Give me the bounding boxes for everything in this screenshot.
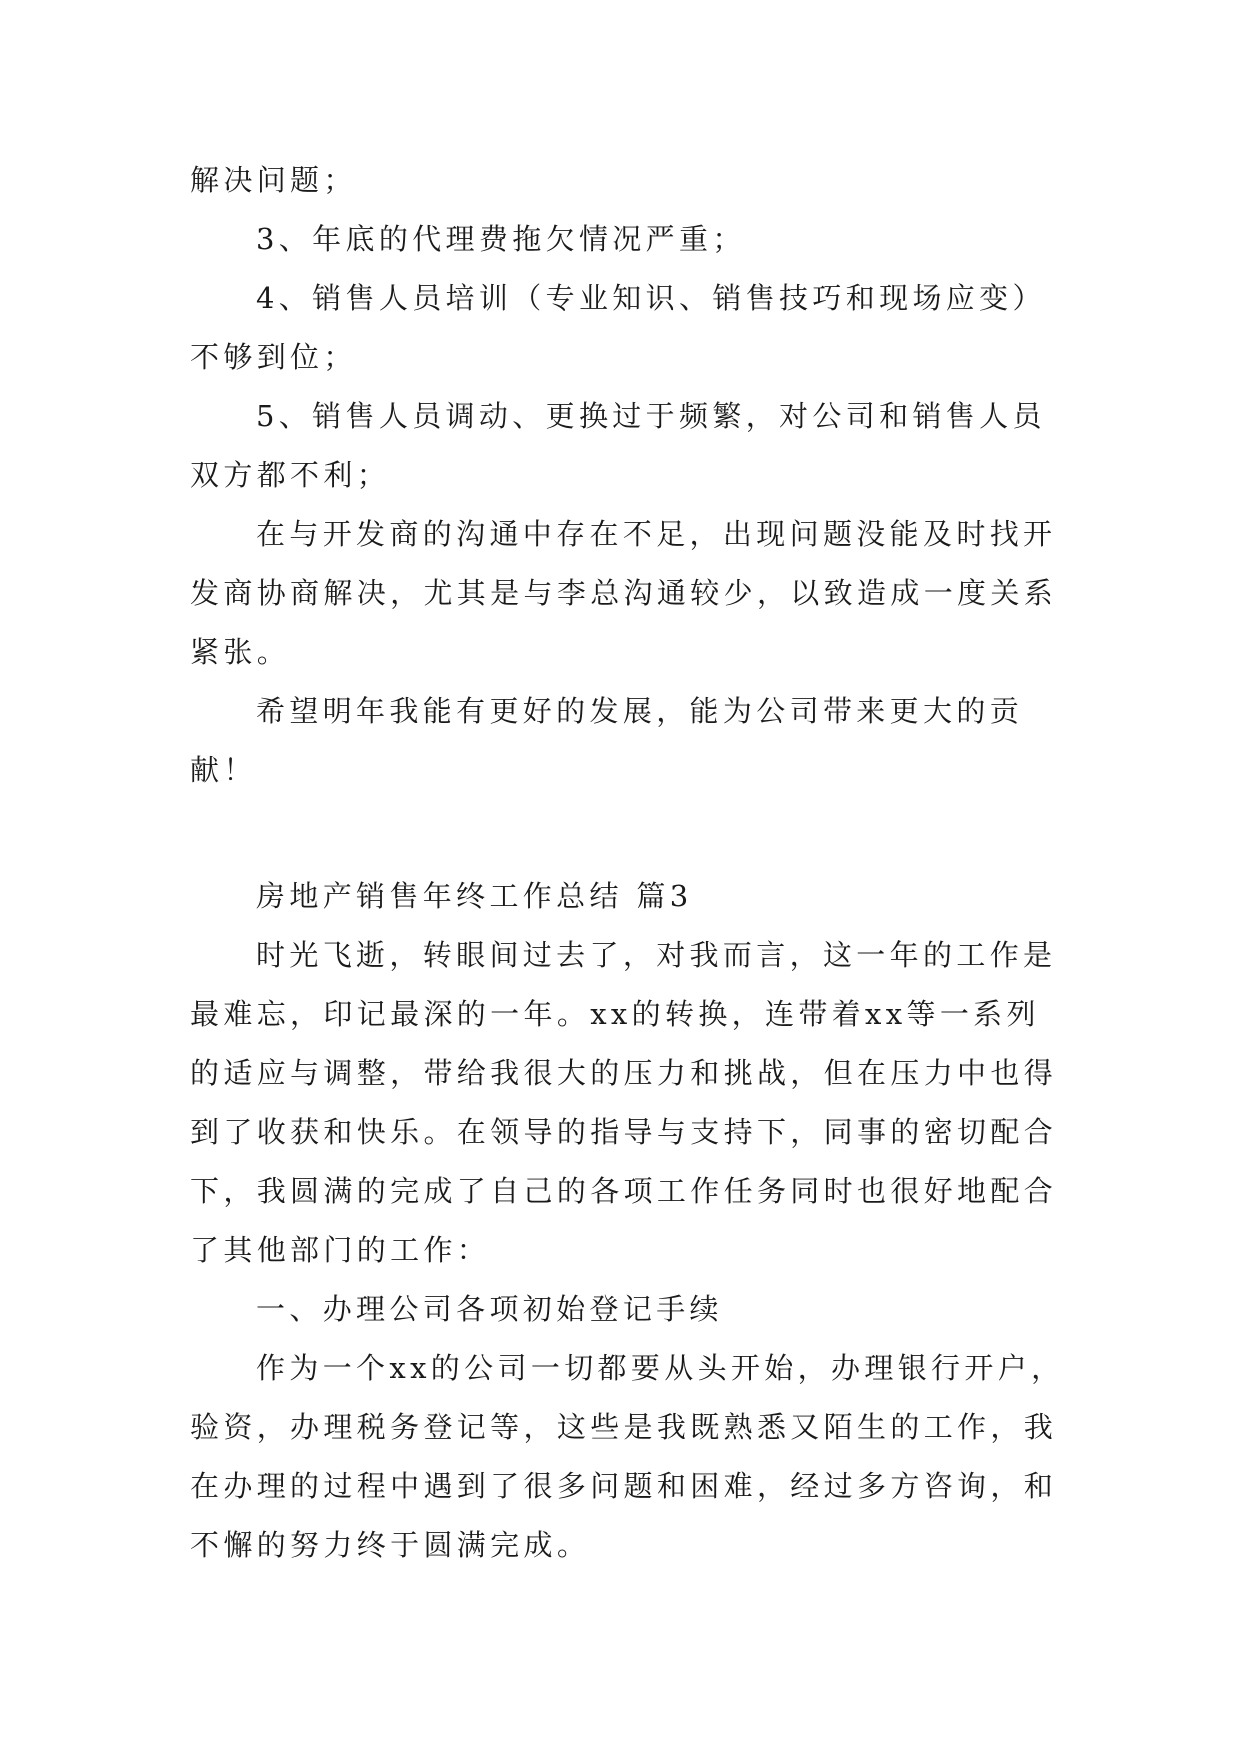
text-line: 了其他部门的工作： — [190, 1233, 491, 1267]
text-line: 到了收获和快乐。在领导的指导与支持下，同事的密切配合 — [190, 1115, 1058, 1149]
text-line: 作为一个xx的公司一切都要从头开始，办理银行开户， — [256, 1351, 1065, 1385]
text-line: 最难忘，印记最深的一年。xx的转换，连带着xx等一系列 — [190, 997, 1040, 1031]
text-line: 时光飞逝，转眼间过去了，对我而言，这一年的工作是 — [256, 938, 1057, 972]
text-line: 发商协商解决，尤其是与李总沟通较少，以致造成一度关系 — [190, 576, 1058, 610]
document-body — [190, 151, 1065, 1575]
section-gap — [190, 800, 1052, 867]
text-line: 不懈的努力终于圆满完成。 — [190, 1528, 591, 1562]
text-line: 3、年底的代理费拖欠情况严重； — [256, 222, 746, 256]
text-line: 紧张。 — [190, 635, 291, 669]
text-line: 双方都不利； — [190, 458, 391, 492]
text-line: 4、销售人员培训（专业知识、销售技巧和现场应变） — [256, 281, 1046, 315]
text-line: 的适应与调整，带给我很大的压力和挑战，但在压力中也得 — [190, 1056, 1058, 1090]
text-line: 在与开发商的沟通中存在不足，出现问题没能及时找开 — [256, 517, 1057, 551]
text-line: 希望明年我能有更好的发展，能为公司带来更大的贡 — [256, 694, 1024, 728]
section-heading: 房地产销售年终工作总结 篇3 — [256, 879, 693, 913]
text-line: 不够到位； — [190, 340, 357, 374]
text-line: 验资，办理税务登记等，这些是我既熟悉又陌生的工作，我 — [190, 1410, 1058, 1444]
subsection-heading: 一、办理公司各项初始登记手续 — [256, 1292, 723, 1326]
text-line: 献！ — [190, 753, 257, 787]
text-line: 解决问题； — [190, 163, 357, 197]
text-line: 下，我圆满的完成了自己的各项工作任务同时也很好地配合 — [190, 1174, 1058, 1208]
text-line: 5、销售人员调动、更换过于频繁，对公司和销售人员 — [256, 399, 1046, 433]
text-line: 在办理的过程中遇到了很多问题和困难，经过多方咨询，和 — [190, 1469, 1058, 1503]
